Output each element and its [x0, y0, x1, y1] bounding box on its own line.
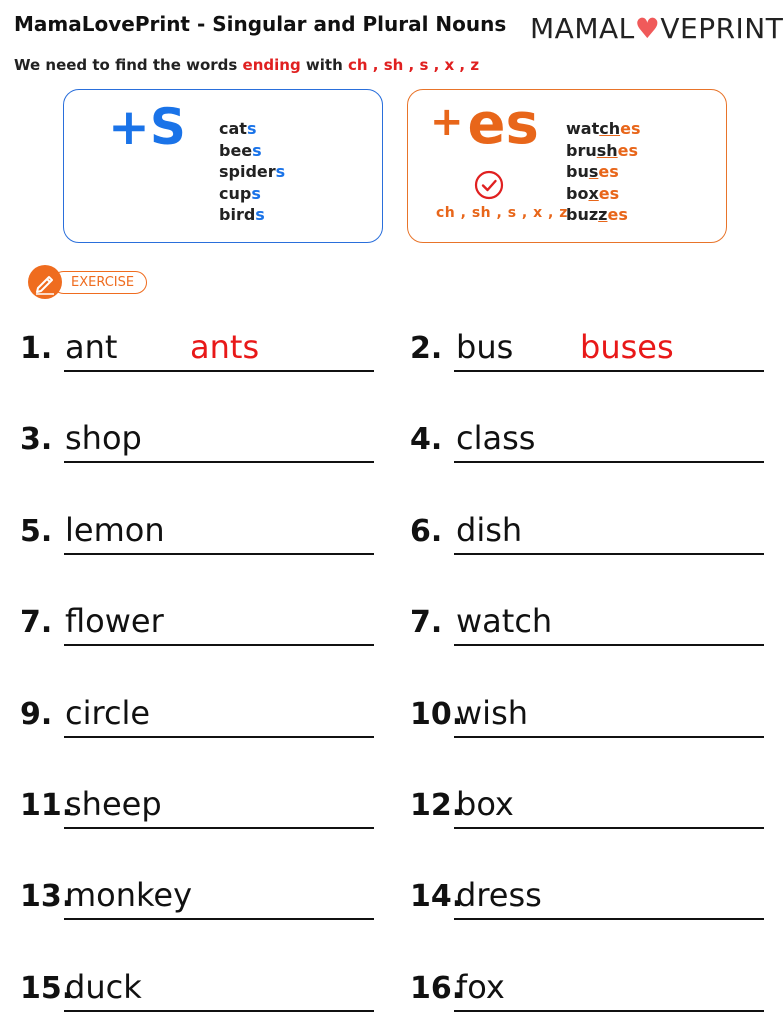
exercise-item	[410, 688, 768, 738]
item-number: 3.	[20, 422, 53, 458]
instruction-text	[14, 56, 479, 74]
rule-es-endings: ch , sh , s , x , z	[436, 205, 568, 221]
exercise-item	[410, 505, 768, 555]
singular-word: bus	[456, 328, 514, 366]
rule-s-label: +S	[108, 98, 186, 156]
answer-line[interactable]	[64, 644, 374, 646]
answer-line[interactable]	[454, 918, 764, 920]
rule-s-word: bees	[219, 140, 262, 160]
logo-text-left: MAMAL	[530, 12, 635, 45]
logo-text-right: VEPRINT	[660, 12, 783, 45]
exercise-tag	[28, 266, 147, 298]
item-number: 6.	[410, 513, 443, 549]
answer-line[interactable]	[64, 918, 374, 920]
answer-line[interactable]	[64, 553, 374, 555]
singular-word: fox	[456, 967, 505, 1006]
rule-box-es	[407, 89, 727, 243]
answer-line[interactable]	[64, 1010, 374, 1012]
singular-word: ant	[65, 328, 118, 366]
exercise-item	[410, 322, 768, 372]
exercise-item	[410, 962, 768, 1012]
answer-line[interactable]	[64, 370, 374, 372]
item-number: 7.	[20, 605, 53, 641]
answer-line[interactable]	[454, 827, 764, 829]
rule-es-word: boxes	[566, 183, 620, 203]
item-number: 11.	[20, 788, 74, 823]
answer-line[interactable]	[454, 370, 764, 372]
singular-word: class	[456, 419, 536, 458]
item-number: 2.	[410, 331, 443, 366]
rule-es-word: buses	[566, 162, 619, 181]
singular-word: circle	[65, 693, 151, 732]
singular-word: box	[456, 785, 514, 823]
rule-es-word: watches	[566, 119, 641, 138]
singular-word: shop	[65, 419, 142, 458]
answer-line[interactable]	[64, 736, 374, 738]
answer-line[interactable]	[454, 736, 764, 738]
rule-es-word-list	[566, 118, 640, 226]
brand-logo	[530, 12, 783, 45]
exercise-item	[20, 779, 378, 829]
singular-word: dress	[456, 876, 542, 915]
instruction-middle: with	[300, 56, 348, 74]
rule-es-word: brushes	[566, 140, 639, 160]
pencil-icon	[28, 265, 62, 299]
plural-answer[interactable]: ants	[190, 328, 260, 366]
rule-box-s	[63, 89, 383, 243]
rule-s-word: cats	[219, 119, 257, 138]
exercise-item	[410, 779, 768, 829]
item-number: 1.	[20, 331, 53, 366]
item-number: 14.	[410, 879, 464, 915]
item-number: 9.	[20, 696, 53, 732]
singular-word: sheep	[65, 785, 162, 823]
rule-s-word: cups	[219, 183, 261, 203]
singular-word: flower	[65, 602, 164, 641]
answer-line[interactable]	[64, 827, 374, 829]
item-number: 13.	[20, 879, 74, 915]
heart-icon: ♥	[634, 11, 661, 45]
exercise-item	[20, 322, 378, 372]
exercise-item	[410, 870, 768, 920]
answer-line[interactable]	[64, 461, 374, 463]
answer-line[interactable]	[454, 461, 764, 463]
rule-s-word: spiders	[219, 162, 286, 181]
instruction-highlight: ending	[242, 56, 301, 74]
singular-word: watch	[456, 602, 553, 641]
singular-word: dish	[456, 510, 523, 549]
exercise-item	[20, 505, 378, 555]
answer-line[interactable]	[454, 553, 764, 555]
item-number: 15.	[20, 970, 74, 1006]
singular-word: lemon	[65, 510, 165, 549]
checkmark-circle-icon	[474, 170, 504, 200]
singular-word: duck	[65, 967, 142, 1006]
item-number: 16.	[410, 970, 464, 1006]
exercise-label: EXERCISE	[52, 271, 147, 294]
rule-s-word-list	[219, 118, 285, 226]
exercise-item	[410, 596, 768, 646]
page-title: MamaLovePrint - Singular and Plural Nouns	[14, 12, 507, 36]
instruction-endings: ch , sh , s , x , z	[348, 56, 480, 74]
plural-answer[interactable]: buses	[580, 328, 674, 366]
instruction-prefix: We need to find the words	[14, 56, 243, 74]
answer-line[interactable]	[454, 644, 764, 646]
singular-word: wish	[456, 693, 529, 732]
exercise-item	[20, 596, 378, 646]
singular-word: monkey	[65, 876, 193, 915]
item-number: 12.	[410, 788, 464, 823]
rule-es-word: buzzes	[566, 205, 628, 224]
exercise-item	[410, 413, 768, 463]
exercise-item	[20, 688, 378, 738]
item-number: 7.	[410, 605, 443, 641]
rule-es-label: +es	[430, 92, 539, 157]
exercise-item	[20, 413, 378, 463]
item-number: 4.	[410, 422, 443, 458]
exercise-item	[20, 870, 378, 920]
answer-line[interactable]	[454, 1010, 764, 1012]
exercise-item	[20, 962, 378, 1012]
rule-s-word: birds	[219, 205, 265, 224]
item-number: 5.	[20, 513, 53, 549]
item-number: 10.	[410, 696, 464, 732]
